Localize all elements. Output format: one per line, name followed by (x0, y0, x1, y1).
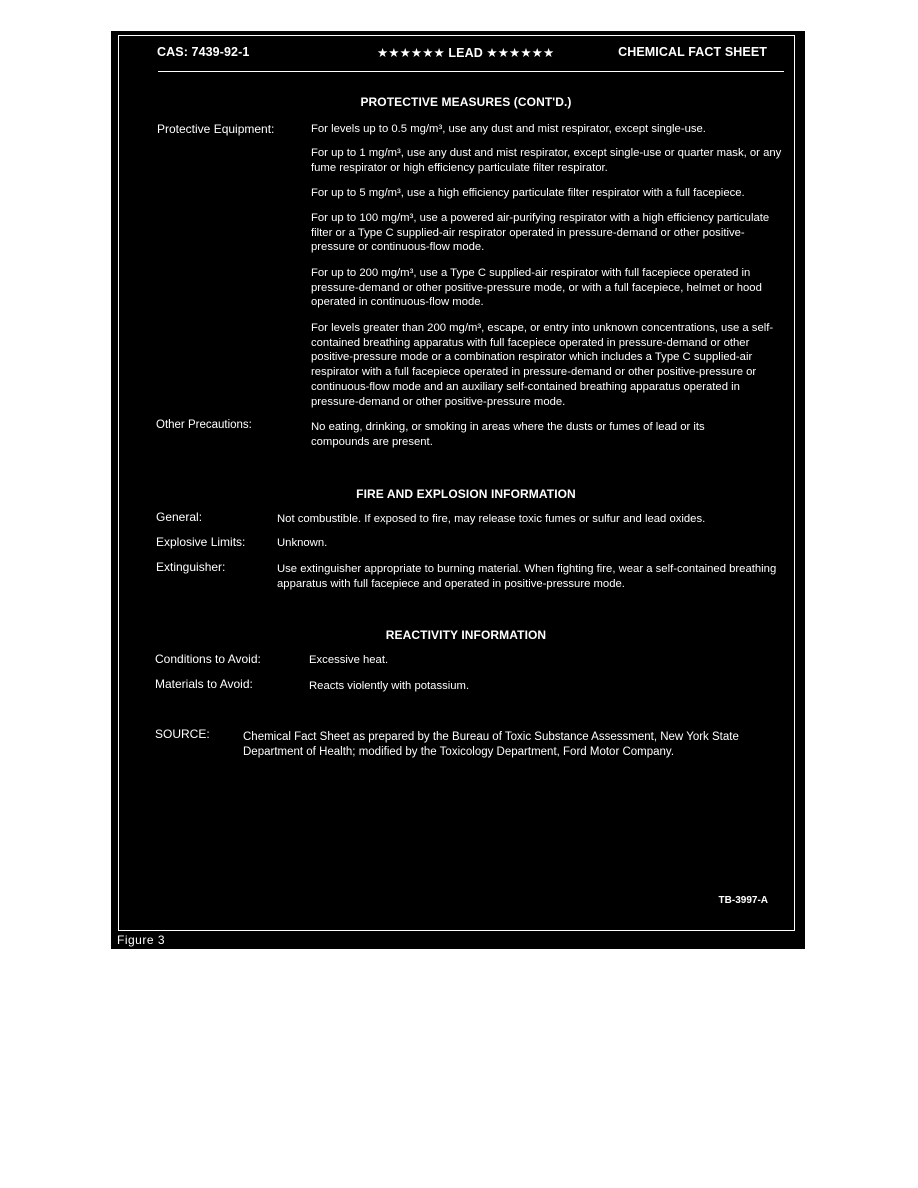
general-text: Not combustible. If exposed to fire, may release toxic fumes or sulfur and lead oxides. (277, 513, 706, 525)
equipment-para-3: For up to 5 mg/m³, use a high efficiency particulate filter respirator with a full facepiece. (311, 187, 745, 199)
equipment-para-6: For levels greater than 200 mg/m³, escape, or entry into unknown concentrations, use a self-contained breathing apparatus with full facepiece operated in pressure-demand or other positive-pressure mode or a combination respirator which includes a Type C supplied-air respirator with a full facepiece operated in pressure-demand or other positive-pressure or continuous-flow mode and an auxiliary self-contained breathing apparatus operated in pressure-demand or other positive-pressure mode. (311, 322, 774, 408)
materials-label: Materials to Avoid: (155, 677, 253, 691)
materials-text: Reacts violently with potassium. (309, 680, 470, 692)
source-text: Chemical Fact Sheet as prepared by the Bureau of Toxic Substance Assessment, New York State Department of Health; modified by the Toxicology Department, Ford Motor Company. (243, 731, 739, 758)
conditions-label: Conditions to Avoid: (155, 652, 261, 666)
reactivity-title: REACTIVITY INFORMATION (385, 628, 547, 642)
sheet-frame (118, 35, 795, 931)
extinguisher-label: Extinguisher: (156, 560, 226, 574)
equipment-para-5: For up to 200 mg/m³, use a Type C supplied-air respirator with full facepiece operated in pressure-demand or other positive-pressure mode, or with a full facepiece, helmet or hood operated in continuous-flow mode. (311, 267, 762, 309)
explosive-limits-text: Unknown. (277, 537, 328, 549)
explosive-limits-label: Explosive Limits: (156, 535, 246, 549)
fact-sheet (111, 31, 805, 949)
reference-code: TB-3997-A (718, 895, 768, 906)
equipment-para-1: For levels up to 0.5 mg/m³, use any dust and mist respirator, except single-use. (311, 123, 706, 135)
conditions-text: Excessive heat. (309, 654, 389, 666)
other-precautions-text: No eating, drinking, or smoking in areas where the dusts or fumes of lead or its compounds are present. (311, 421, 705, 448)
equipment-para-4: For up to 100 mg/m³, use a powered air-purifying respirator with a high efficiency particulate filter or a Type C supplied-air respirator operated in pressure-demand or other positive-pressure or continuous-flow mode. (311, 212, 770, 254)
sheet-type: CHEMICAL FACT SHEET (618, 45, 767, 59)
general-label: General: (156, 510, 203, 524)
extinguisher-text: Use extinguisher appropriate to burning material. When fighting fire, wear a self-contained breathing apparatus with full facepiece and operated in positive-pressure mode. (277, 563, 777, 590)
fire-explosion-title: FIRE AND EXPLOSION INFORMATION (356, 487, 576, 501)
header-rule (158, 71, 784, 72)
protective-measures-title: PROTECTIVE MEASURES (CONT'D.) (360, 95, 572, 109)
cas-number: CAS: 7439-92-1 (157, 45, 250, 59)
other-precautions-label: Other Precautions: (156, 419, 252, 431)
equipment-para-2: For up to 1 mg/m³, use any dust and mist respirator, except single-use or quarter mask, or any fume respirator or high efficiency particulate filter respirator. (311, 147, 782, 174)
source-label: SOURCE: (155, 727, 210, 741)
figure-caption: Figure 3 (117, 933, 166, 947)
protective-equipment-label: Protective Equipment: (157, 122, 275, 136)
chemical-name: ★★★★★★ LEAD ★★★★★★ (377, 46, 555, 60)
